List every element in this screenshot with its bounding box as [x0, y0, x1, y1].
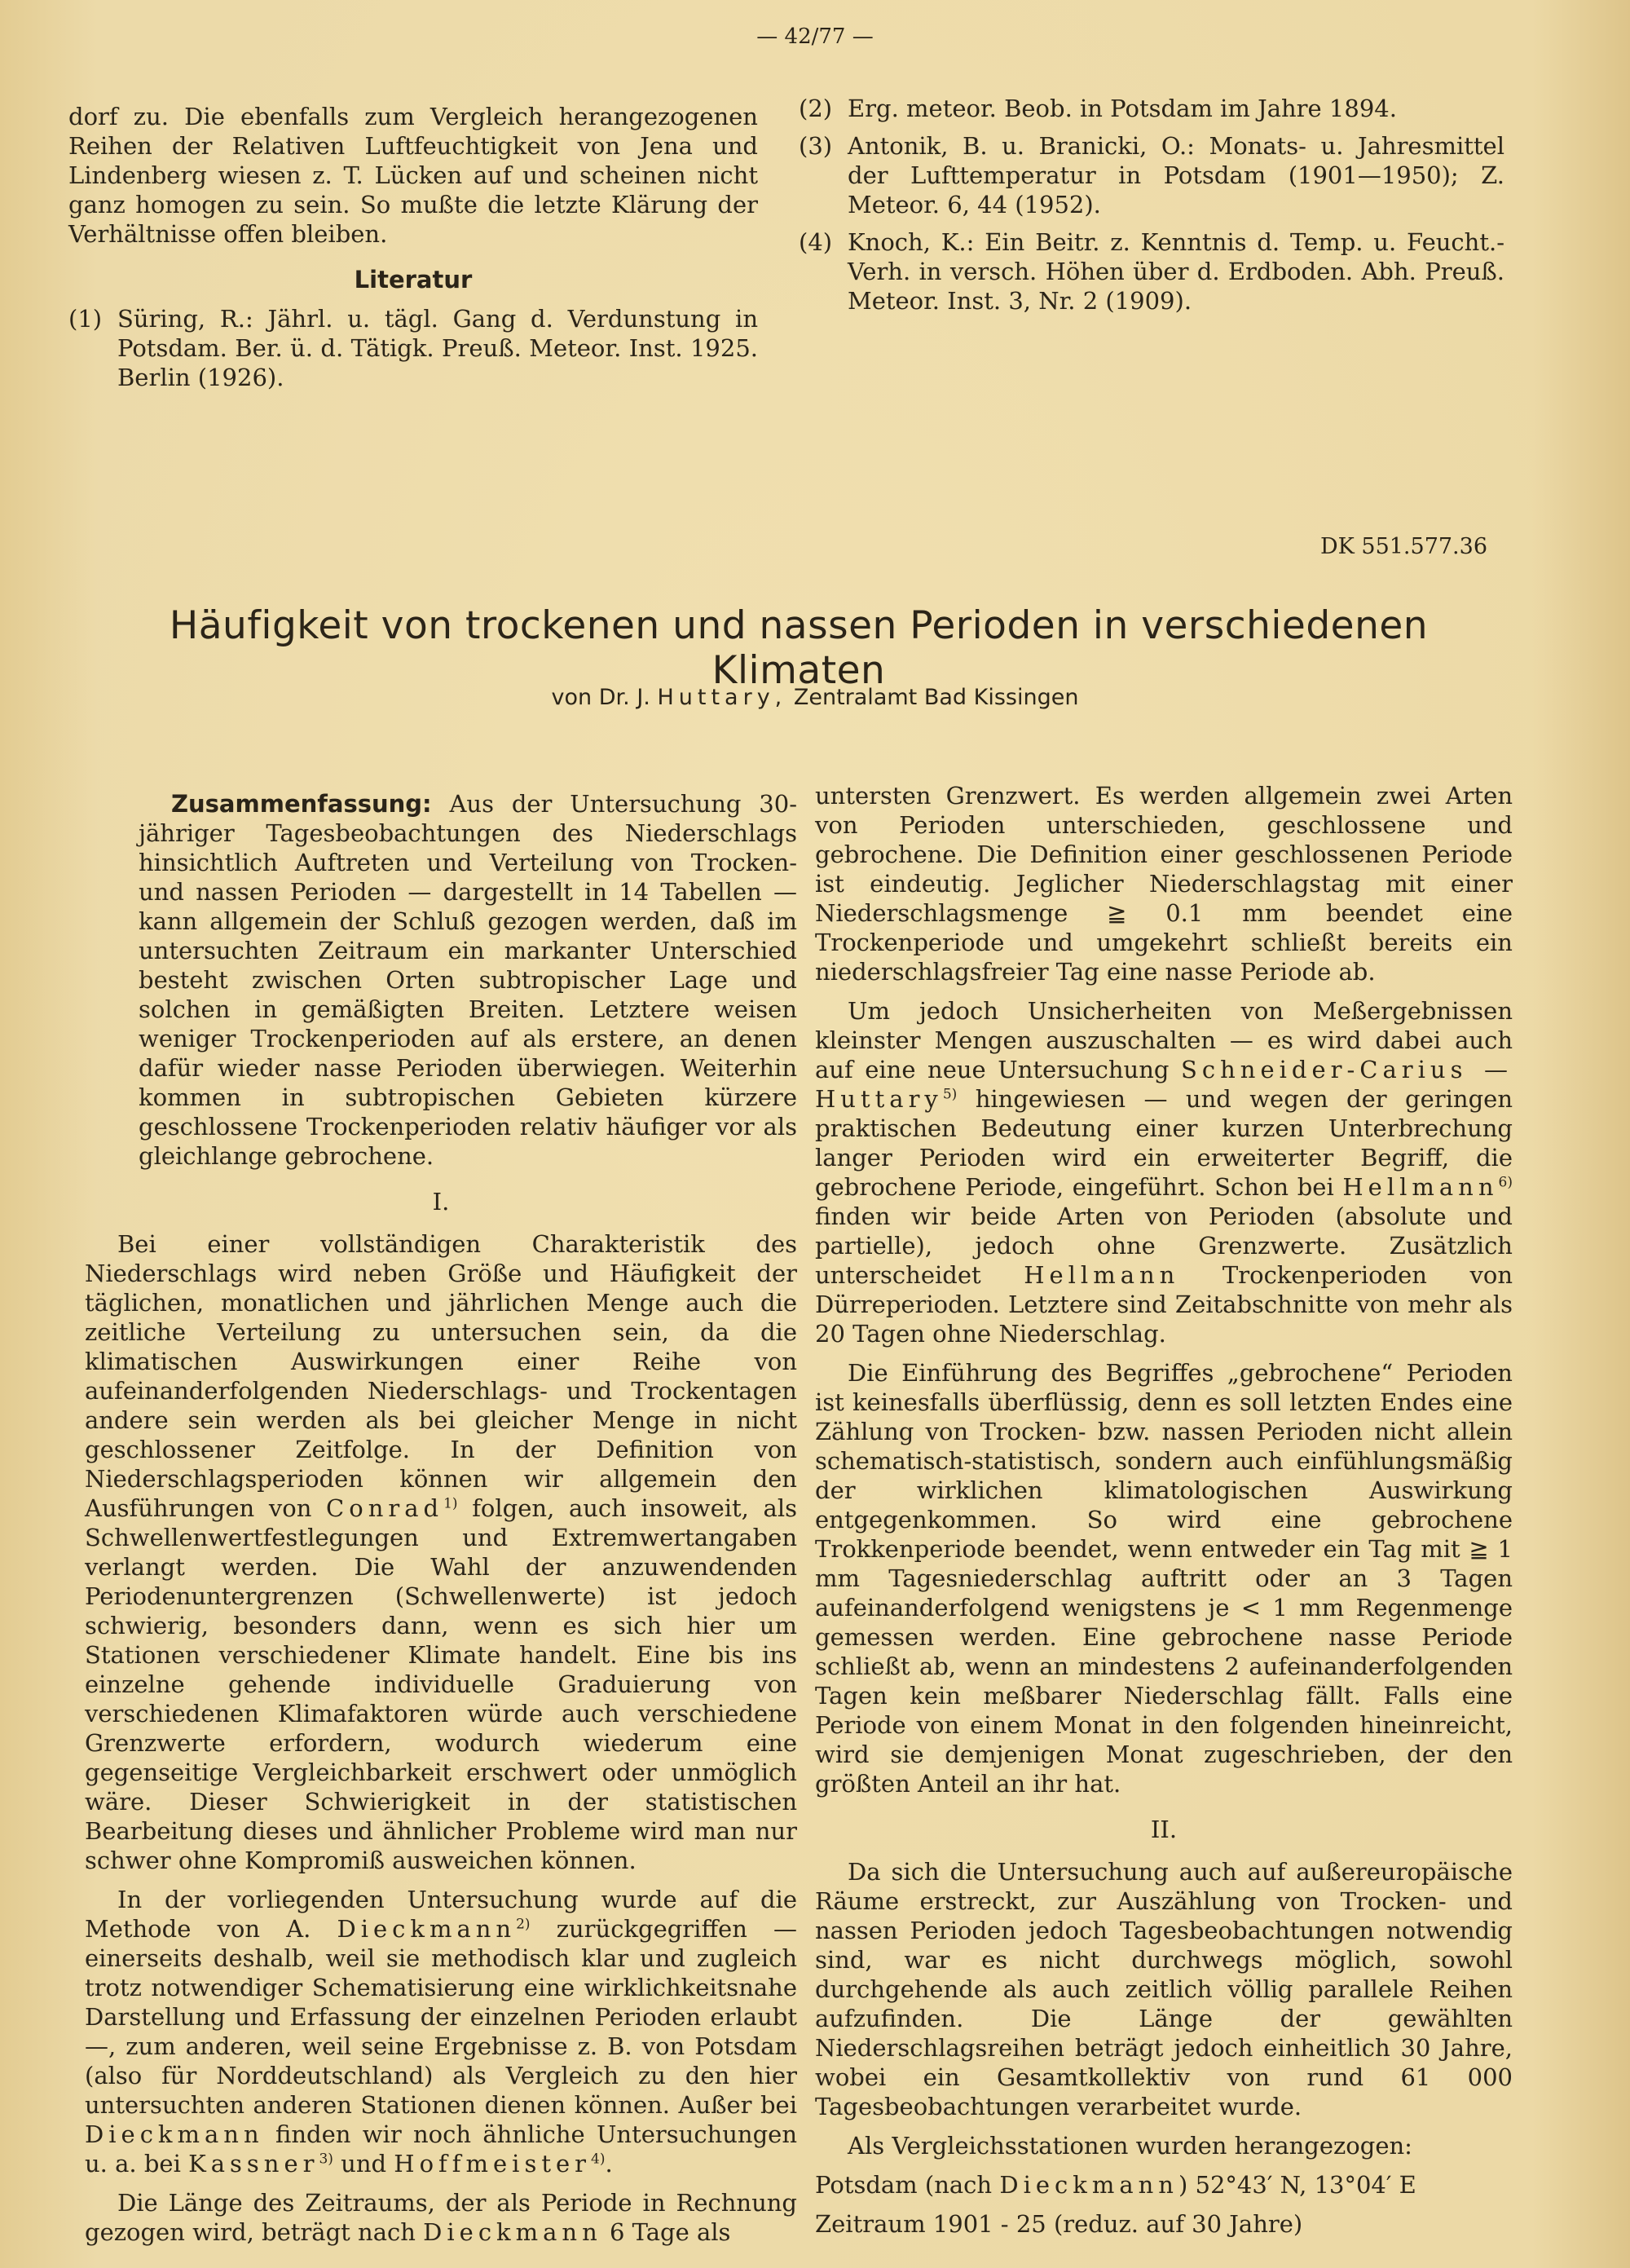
text-segment: zurückgegriffen — einerseits deshalb, weil sie methodisch klar und zugleich trotz notwendiger Schematisierung eine wirklichkeitsnahe Darstellung und Erfassung der einzelnen Perioden erlaubt —, zum anderen, weil seine Ergebnisse z. B. von Potsdam (also für Norddeutschland) als Vergleich zu den hier untersuchten anderen Stationen dienen können. Außer bei — [85, 1915, 798, 2119]
spaced-name: Dieckmann — [423, 2218, 602, 2246]
spaced-name: Dieckmann — [85, 2120, 264, 2148]
footnote-mark: 4) — [591, 2151, 606, 2168]
author-name: Huttary, — [657, 685, 787, 710]
spaced-name: Kassner — [188, 2150, 319, 2178]
text-segment: Die Länge des Zeitraums, der als Periode in Rechnung gezogen wird, beträgt nach — [85, 2189, 797, 2246]
reference-4 — [799, 227, 1504, 315]
reference-text: Süring, R.: Jährl. u. tägl. Gang d. Verdunstung in Potsdam. Ber. ü. d. Tätigk. Preuß. Meteor. Inst. 1925. Berlin (1926). — [117, 305, 758, 391]
spaced-name: Dieckmann — [999, 2171, 1178, 2199]
top-right-column — [799, 94, 1504, 324]
reference-number: (4) — [799, 228, 833, 256]
paragraph-3 — [85, 2188, 797, 2247]
paragraph-r4: Da sich die Untersuchung auch auf außereuropäische Räume erstreckt, zur Auszählung von Trocken- und nassen Perioden jedoch Tagesbeobachtungen notwendig sind, war es nicht durchwegs möglich, sowohl durchgehende als auch zeitlich völlig parallele Reihen aufzufinden. Die Länge der gewählten Niederschlagsreihen beträgt jedoch einheitlich 30 Jahre, wobei ein Gesamtkollektiv von rund 61 000 Tagesbeobachtungen verarbeitet wurde. — [815, 1858, 1513, 2120]
reference-3 — [799, 131, 1504, 219]
text-segment: ) 52°43′ N, 13°04′ E — [1178, 2171, 1416, 2199]
spaced-name: Schneider-Carius — Huttary — [815, 1056, 1513, 1113]
text-segment: . — [605, 2150, 613, 2178]
left-main-column — [85, 789, 797, 2257]
paragraph-r5: Als Vergleichsstationen wurden herangezogen: — [848, 2132, 1412, 2160]
footnote-mark: 6) — [1498, 1174, 1513, 1191]
text-segment: finden wir noch ähnliche Untersuchungen u. a. bei — [85, 2120, 798, 2178]
paragraph-r3: Die Einführung des Begriffes „gebrochene“ Perioden ist keinesfalls überflüssig, denn es soll letzten Endes eine Zählung von Trocken- bzw. nassen Perioden nicht allein schematisch-statistisch, sondern auch einfühlungsmäßig der wirklichen klimatologischen Auswirkung entgegenkommen. So wird eine gebrochene Trokkenperiode beendet, wenn entweder ein Tag mit ≧ 1 mm Tagesniederschlag auftritt oder an 3 Tagen aufeinanderfolgend wenigstens je < 1 mm Regenmenge gemessen werden. Eine gebrochene nasse Periode schließt ab, wenn an mindestens 2 aufeinanderfolgenden Tagen kein meßbarer Niederschlag fällt. Falls eine Periode von einem Monat in den folgenden hineinreicht, wird sie demjenigen Monat zugeschrieben, der den größten Anteil an ihr hat. — [815, 1359, 1513, 1798]
text-segment: Trockenperioden von Dürreperioden. Letztere sind Zeitabschnitte von mehr als 20 Tagen ohne Niederschlag. — [815, 1261, 1513, 1348]
section-heading-1: I. — [432, 1188, 450, 1216]
paragraph-2 — [85, 1885, 797, 2178]
text-segment: 6 Tage als — [610, 2218, 731, 2246]
continuation-paragraph: dorf zu. Die ebenfalls zum Vergleich herangezogenen Reihen der Relativen Luftfeuchtigkeit von Jena und Lindenberg wiesen z. T. Lücken auf und scheinen nicht ganz homogen zu sein. So mußte die letzte Klärung der Verhältnisse offen bleiben. — [68, 103, 758, 248]
author-affiliation: Zentralamt Bad Kissingen — [793, 685, 1079, 710]
reference-text: Erg. meteor. Beob. in Potsdam im Jahre 1894. — [848, 95, 1397, 122]
literature-heading: Literatur — [354, 266, 473, 293]
reference-2 — [799, 94, 1504, 123]
reference-text: Knoch, K.: Ein Beitr. z. Kenntnis d. Temp. u. Feucht.-Verh. in versch. Höhen über d. Erdboden. Abh. Preuß. Meteor. Inst. 3, Nr. 2 (1909). — [848, 228, 1504, 315]
spaced-name: Hellmann — [1024, 1261, 1180, 1289]
footnote-mark: 2) — [516, 1916, 531, 1933]
summary — [85, 789, 797, 1171]
reference-text: Antonik, B. u. Branicki, O.: Monats- u. Jahresmittel der Lufttemperatur in Potsdam (1901—1950); Z. Meteor. 6, 44 (1952). — [848, 132, 1504, 218]
author-prefix: von Dr. J. — [551, 685, 650, 710]
reference-number: (3) — [799, 132, 833, 160]
reference-number: (2) — [799, 95, 833, 122]
summary-label: Zusammenfassung: — [171, 790, 432, 818]
station-period: Zeitraum 1901 - 25 (reduz. auf 30 Jahre) — [815, 2210, 1303, 2238]
spaced-name: Hoffmeister — [394, 2150, 592, 2178]
station-line — [815, 2170, 1513, 2200]
text-segment: In der vorliegenden Untersuchung wurde auf die Methode von A. — [85, 1886, 797, 1943]
reference-number: (1) — [68, 305, 103, 333]
footnote-mark: 5) — [942, 1086, 958, 1103]
footnote-mark: 1) — [443, 1495, 458, 1512]
author-line — [0, 685, 1630, 710]
text-segment: finden wir beide Arten von Perioden (absolute und partielle), jedoch ohne Grenzwerte. Zusätzlich unterscheidet — [815, 1202, 1513, 1289]
text-segment: hingewiesen — und wegen der geringen praktischen Bedeutung einer kurzen Unterbrechung langer Perioden wird ein erweiterter Begriff, die gebrochene Periode, eingeführt. Schon bei — [815, 1085, 1513, 1201]
reference-1 — [68, 304, 758, 392]
paragraph-r1: untersten Grenzwert. Es werden allgemein zwei Arten von Perioden unterschieden, geschlossene und gebrochene. Die Definition einer geschlossenen Periode ist eindeutig. Jeglicher Niederschlagstag mit einer Niederschlagsmenge ≧ 0.1 mm beendet eine Trockenperiode und umgekehrt schließt bereits ein niederschlagsfreier Tag eine nasse Periode ab. — [815, 782, 1513, 986]
text-segment: Potsdam (nach — [815, 2171, 993, 2199]
footnote-mark: 3) — [319, 2151, 333, 2168]
text-segment: und — [341, 2150, 387, 2178]
right-main-column — [815, 781, 1513, 2248]
section-heading-2: II. — [1150, 1816, 1178, 1843]
paragraph-1 — [85, 1229, 797, 1875]
paragraph-r2 — [815, 996, 1513, 1348]
page-number: — 42/77 — — [756, 24, 874, 49]
article-title: Häufigkeit von trockenen und nassen Perioden in verschiedenen Klimaten — [169, 603, 1429, 693]
spaced-name: Conrad — [326, 1494, 444, 1522]
summary-text: Aus der Untersuchung 30-jähriger Tagesbeobachtungen des Niederschlags hinsichtlich Auftreten und Verteilung von Trocken- und nassen Perioden — dargestellt in 14 Tabellen — kann allgemein der Schluß gezogen werden, daß im untersuchten Zeitraum ein markanter Unterschied besteht zwischen Orten subtropischer Lage und solchen in gemäßigten Breiten. Letztere weisen weniger Trockenperioden auf als erstere, an denen dafür wieder nasse Perioden überwiegen. Weiterhin kommen in subtropischen Gebieten kürzere geschlossene Trockenperioden relativ häufiger vor als gleichlange gebrochene. — [139, 790, 798, 1170]
text-segment: folgen, auch insoweit, als Schwellenwertfestlegungen und Extremwertangaben verlangt werden. Die Wahl der anzuwendenden Periodenuntergrenzen (Schwellenwerte) ist jedoch schwierig, besonders dann, wenn es sich hier um Stationen verschiedener Klimate handelt. Eine bis ins einzelne gehende individuelle Graduierung von verschiedenen Klimafaktoren würde auch verschiedene Grenzwerte erfordern, wodurch wiederum eine gegenseitige Vergleichbarkeit erschwert oder unmöglich wäre. Dieser Schwierigkeit in der statistischen Bearbeitung dieses und ähnlicher Probleme wird man nur schwer ohne Kompromiß ausweichen können. — [85, 1494, 798, 1874]
text-segment: Bei einer vollständigen Charakteristik des Niederschlags wird neben Größe und Häufigkeit der täglichen, monatlichen und jährlichen Menge auch die zeitliche Verteilung zu untersuchen sein, da die klimatischen Auswirkungen einer Reihe von aufeinanderfolgenden Niederschlags- und Trockentagen andere sein werden als bei gleicher Menge in nicht geschlossener Zeitfolge. In der Definition von Niederschlagsperioden können wir allgemein den Ausführungen von — [85, 1230, 797, 1522]
top-left-column — [68, 102, 758, 400]
spaced-name: Dieckmann — [337, 1915, 517, 1943]
text-segment: Um jedoch Unsicherheiten von Meßergebnissen kleinster Mengen auszuschalten — es wird dabei auch auf eine neue Untersuchung — [815, 997, 1513, 1083]
dk-classification: DK 551.577.36 — [1320, 534, 1487, 559]
spaced-name: Hellmann — [1342, 1173, 1499, 1201]
